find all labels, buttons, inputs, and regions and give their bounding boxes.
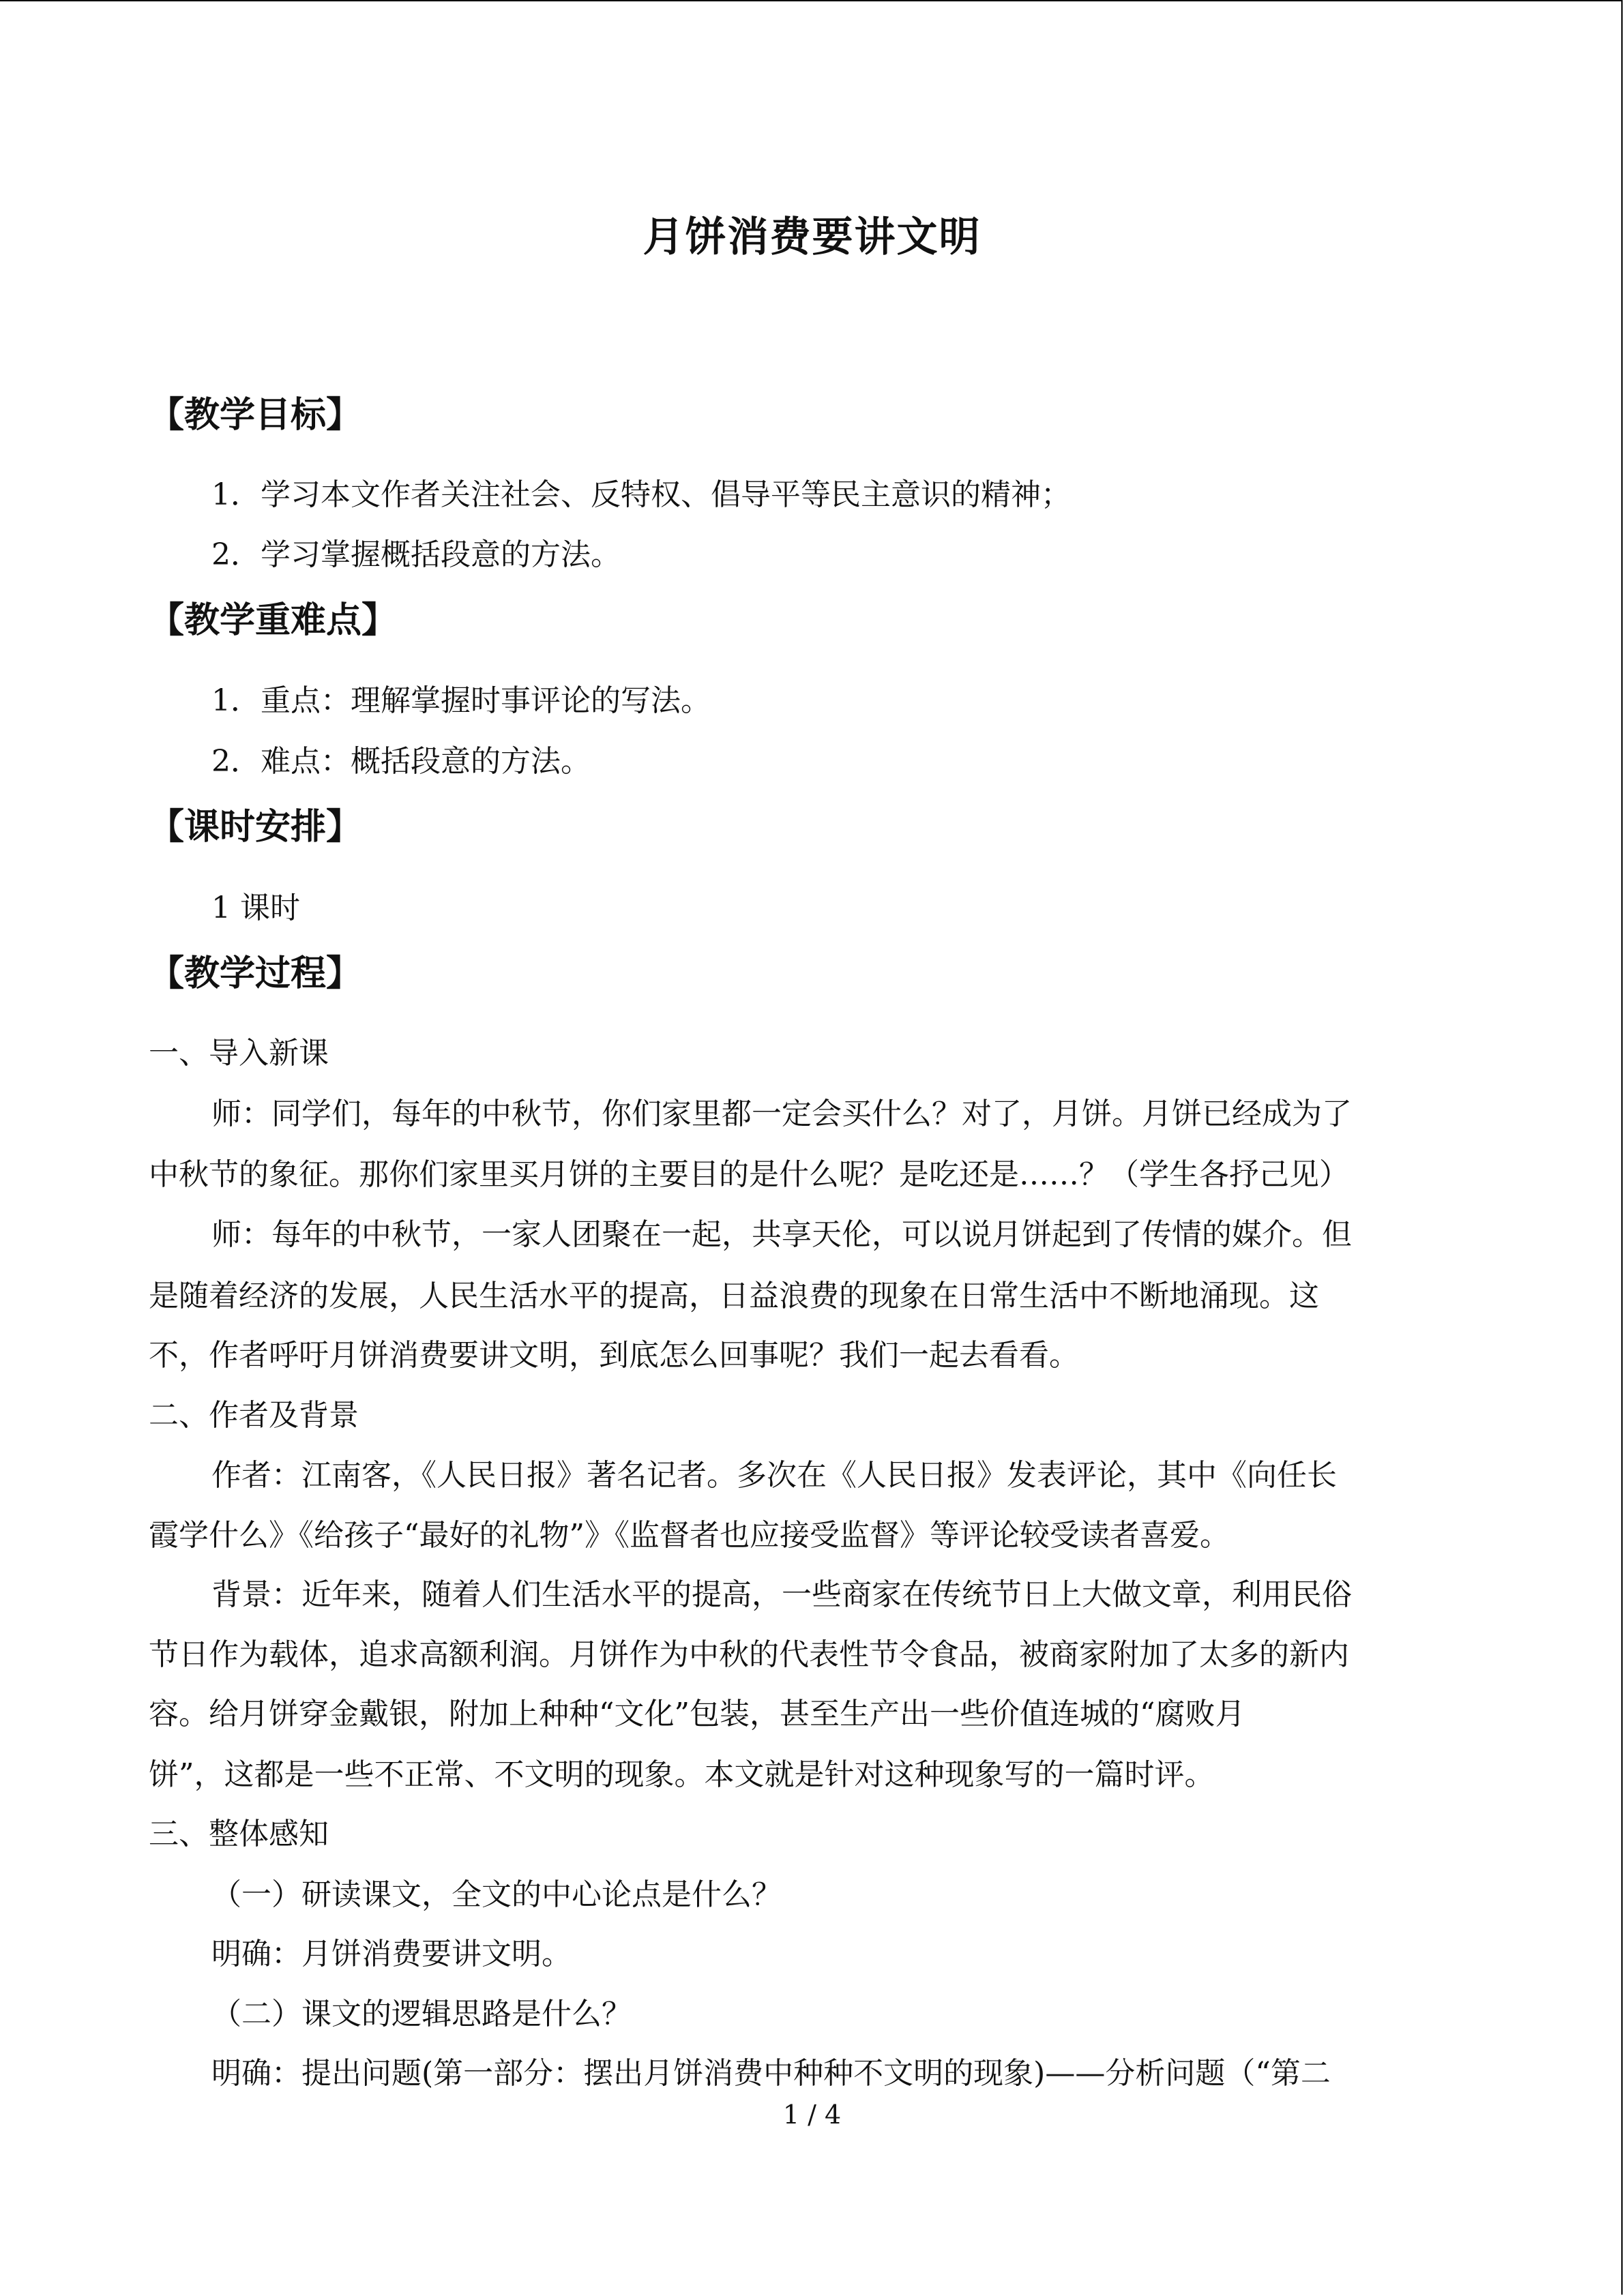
goal-item-2: 2．学习掌握概括段意的方法。 (211, 537, 621, 572)
goal-item-1: 1．学习本文作者关注社会、反特权、倡导平等民主意识的精神； (211, 477, 1071, 512)
process-subheading-intro: 一、导入新课 (149, 1036, 329, 1071)
paragraph-line: 是随着经济的发展，人民生活水平的提高，日益浪费的现象在日常生活中不断地涌现。这 (149, 1279, 1319, 1313)
key-point-item-1: 1．重点：理解掌握时事评论的写法。 (211, 683, 711, 718)
paragraph-line: 不，作者呼吁月饼消费要讲文明，到底怎么回事呢？我们一起去看看。 (149, 1338, 1079, 1373)
paragraph-line: 饼”，这都是一些不正常、不文明的现象。本文就是针对这种现象写的一篇时评。 (149, 1757, 1215, 1792)
schedule-text: 1 课时 (211, 891, 300, 925)
question-line: （二）课文的逻辑思路是什么？ (211, 1997, 632, 2031)
process-subheading-author: 二、作者及背景 (149, 1398, 359, 1433)
section-heading-key-points: 【教学重难点】 (149, 600, 398, 641)
paragraph-line: 中秋节的象征。那你们家里买月饼的主要目的是什么呢？是吃还是……？（学生各抒己见） (149, 1157, 1349, 1192)
document-title: 月饼消费要讲文明 (643, 213, 981, 261)
paragraph-line: 师：每年的中秋节，一家人团聚在一起，共享天伦，可以说月饼起到了传情的媒介。但 (211, 1217, 1352, 1252)
answer-line: 明确：提出问题(第一部分：摆出月饼消费中种种不文明的现象)——分析问题（“第二 (211, 2056, 1331, 2091)
paragraph-line: 节日作为载体，追求高额利润。月饼作为中秋的代表性节令食品，被商家附加了太多的新内 (149, 1637, 1349, 1672)
page-number: 1 / 4 (782, 2100, 842, 2130)
paragraph-line: 容。给月饼穿金戴银，附加上种种“文化”包装，甚至生产出一些价值连城的“腐败月 (149, 1697, 1245, 1731)
paragraph-line: 师：同学们，每年的中秋节，你们家里都一定会买什么？对了，月饼。月饼已经成为了 (211, 1097, 1352, 1131)
section-heading-schedule: 【课时安排】 (149, 807, 362, 848)
paragraph-line: 作者：江南客，《人民日报》著名记者。多次在《人民日报》发表评论，其中《向任长 (211, 1458, 1337, 1493)
key-point-item-2: 2．难点：概括段意的方法。 (211, 744, 591, 779)
paragraph-line: 霞学什么》《给孩子“最好的礼物”》《监督者也应接受监督》等评论较受读者喜爱。 (149, 1518, 1230, 1553)
section-heading-process: 【教学过程】 (149, 953, 362, 994)
answer-line: 明确：月饼消费要讲文明。 (211, 1937, 572, 1971)
section-heading-goals: 【教学目标】 (149, 395, 362, 436)
paragraph-line: 背景：近年来，随着人们生活水平的提高，一些商家在传统节日上大做文章，利用民俗 (211, 1577, 1352, 1612)
process-subheading-overview: 三、整体感知 (149, 1817, 329, 1851)
question-line: （一）研读课文，全文的中心论点是什么？ (211, 1877, 782, 1912)
